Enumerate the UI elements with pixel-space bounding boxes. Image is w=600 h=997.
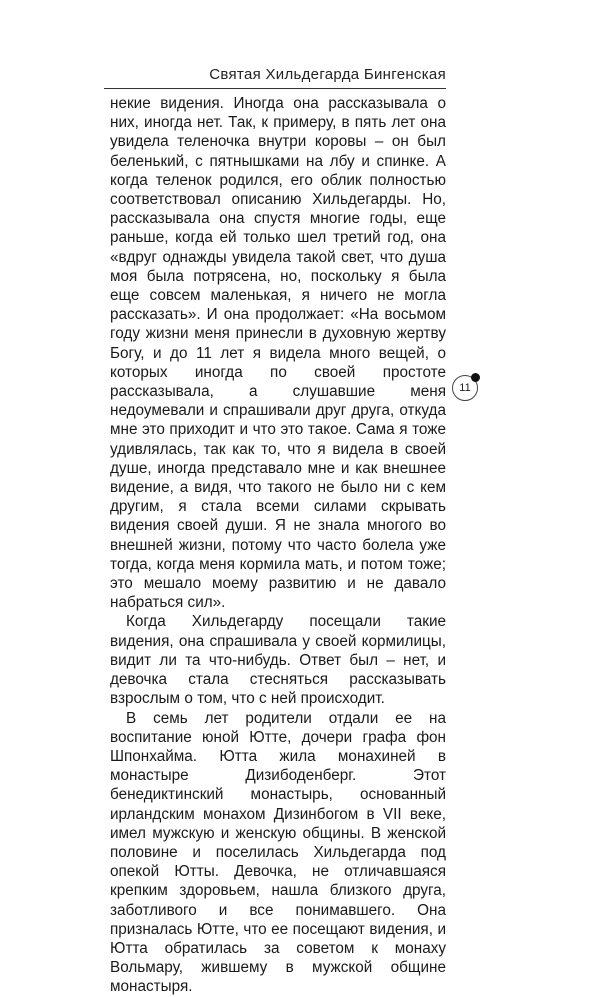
page-number-badge <box>452 375 478 401</box>
folio-dot-icon <box>471 373 480 382</box>
paragraph-1: некие видения. Иногда она рассказывала о них, иногда нет. Так, к примеру, в пять лет она увидела теленочка внутри коровы – он был беленький, с пятнышками на лбу и спинке. А когда теленок родился, его облик полностью соответствовал описанию Хильдегарды. Но, рассказывала она спустя многие годы, еще раньше, когда ей только шел третий год, она «вдруг однажды увидела такой свет, что душа моя была потрясена, но, поскольку я была еще совсем маленькая, я ничего не могла рассказать». И она продолжает: «На восьмом году жизни меня принесли в духовную жертву Богу, и до 11 лет я видела много вещей, о которых иногда по своей простоте рассказывала, а слушавшие меня недоумевали и спрашивали друг друга, откуда мне это приходит и что это такое. Сама я тоже удивлялась, так как то, что я видела в своей душе, иногда представало мне и как внешнее видение, а видя, что такого не было ни с кем другим, я стала всеми силами скрывать видения своей души. Я не знала многого во внешней жизни, потому что часто болела уже тогда, когда меня кормила мать, и потом тоже; это мешало моему развитию и не давало набраться сил». <box>110 95 446 612</box>
running-header: Святая Хильдегарда Бингенская <box>209 66 446 83</box>
page-number: 11 <box>459 382 471 394</box>
paragraph-2: Когда Хильдегарду посещали такие видения, она спрашивала у своей кормилицы, видит ли та что-нибудь. Ответ был – нет, и девочка стала стесняться рассказывать взрослым о том, что с ней происходит. <box>110 613 446 708</box>
header-rule <box>104 88 446 89</box>
paragraph-3: В семь лет родители отдали ее на воспитание юной Ютте, дочери графа фон Шпонхайма. Ютта жила монахиней в монастыре Дизибоденберг. Этот бенедиктинский монастырь, основанный ирландским монахом Дизинбогом в VII веке, имел мужскую и женскую общины. В женской половине и поселилась Хильдегарда под опекой Ютты. Девочка, не отличавшаяся крепким здоровьем, нашла близкого друга, заботливого и все понимавшего. Она призналась Ютте, что ее посещают видения, и Ютта обратилась за советом к монаху Вольмару, жившему в мужской общине монастыря. <box>110 709 446 996</box>
body-text <box>110 94 446 997</box>
